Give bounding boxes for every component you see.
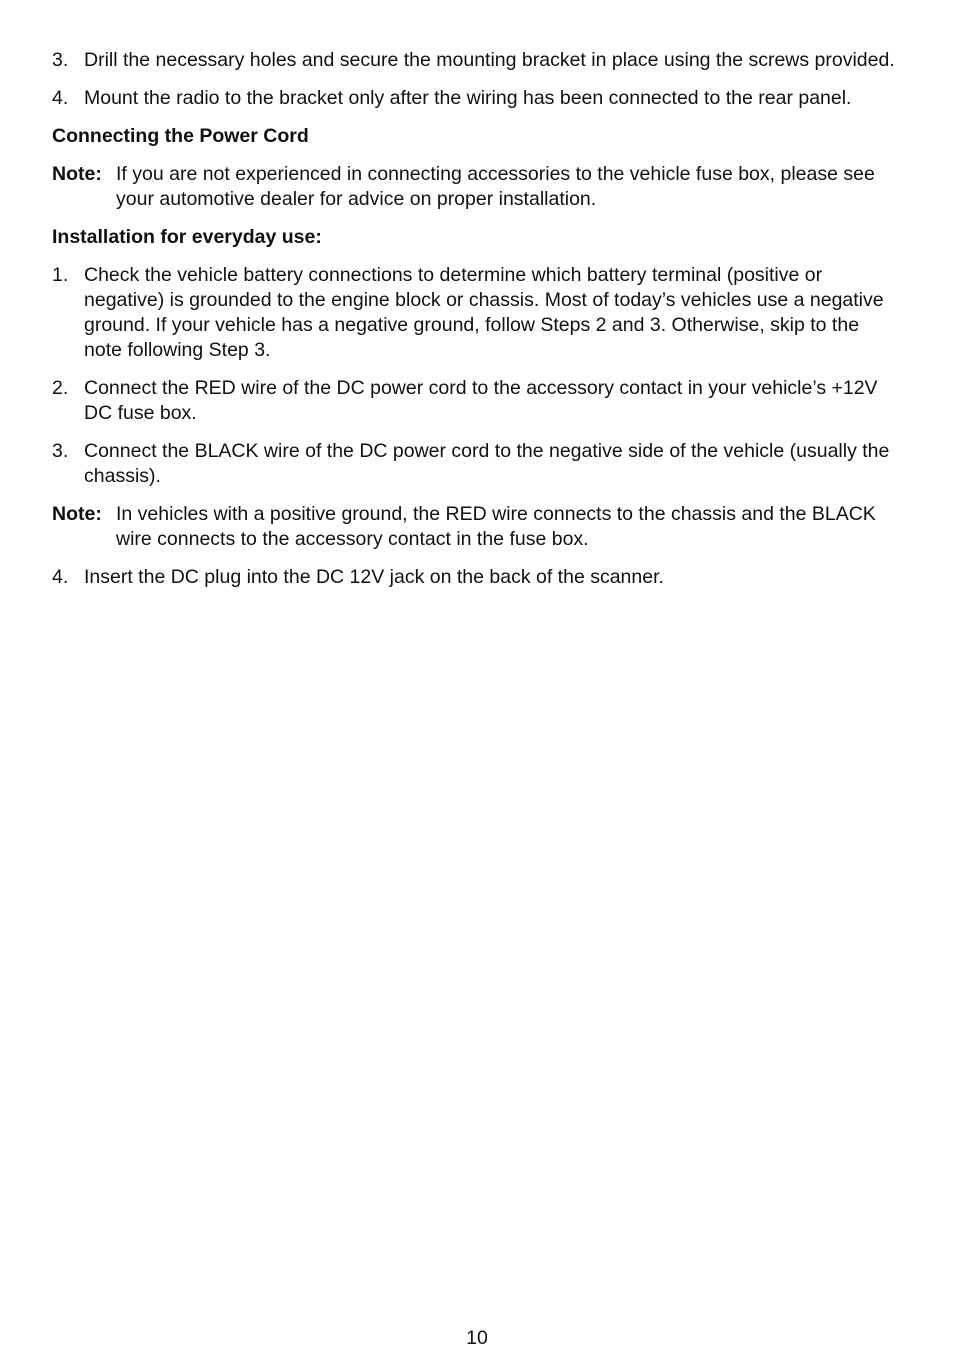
page-number: 10 [466, 1327, 488, 1349]
list-item-number: 4. [52, 566, 69, 588]
list-item [52, 565, 902, 590]
note-label: Note: [52, 503, 102, 525]
note-label: Note: [52, 163, 102, 185]
section-heading-everyday-use: Installation for everyday use: [52, 226, 322, 248]
list-item-text: Connect the RED wire of the DC power cord to the accessory contact in your vehicle’s +12V DC fuse box. [84, 377, 878, 424]
note-block [52, 162, 902, 212]
list-item-number: 2. [52, 377, 69, 399]
note-text: If you are not experienced in connecting accessories to the vehicle fuse box, please see your automotive dealer for advice on proper installation. [116, 163, 875, 210]
note-block [52, 502, 902, 552]
list-item [52, 263, 902, 363]
list-item-text: Drill the necessary holes and secure the mounting bracket in place using the screws provided. [84, 49, 895, 71]
note-text: In vehicles with a positive ground, the RED wire connects to the chassis and the BLACK wire connects to the accessory contact in the fuse box. [116, 503, 876, 550]
list-item [52, 439, 902, 489]
list-item-number: 4. [52, 87, 69, 109]
list-item-number: 1. [52, 264, 69, 286]
list-item [52, 48, 902, 73]
list-item-number: 3. [52, 440, 69, 462]
list-item [52, 86, 902, 111]
list-item-number: 3. [52, 49, 69, 71]
list-item-text: Mount the radio to the bracket only after the wiring has been connected to the rear panel. [84, 87, 852, 109]
list-item [52, 376, 902, 426]
page-content [52, 48, 902, 603]
list-item-text: Connect the BLACK wire of the DC power cord to the negative side of the vehicle (usually the chassis). [84, 440, 890, 487]
list-item-text: Check the vehicle battery connections to determine which battery terminal (positive or negative) is grounded to the engine block or chassis. Most of today’s vehicles use a negative ground. If your vehicle has a negative ground, follow Steps 2 and 3. Otherwise, skip to the note following Step 3. [84, 264, 884, 361]
list-item-text: Insert the DC plug into the DC 12V jack on the back of the scanner. [84, 566, 664, 588]
section-heading-power-cord: Connecting the Power Cord [52, 125, 309, 147]
